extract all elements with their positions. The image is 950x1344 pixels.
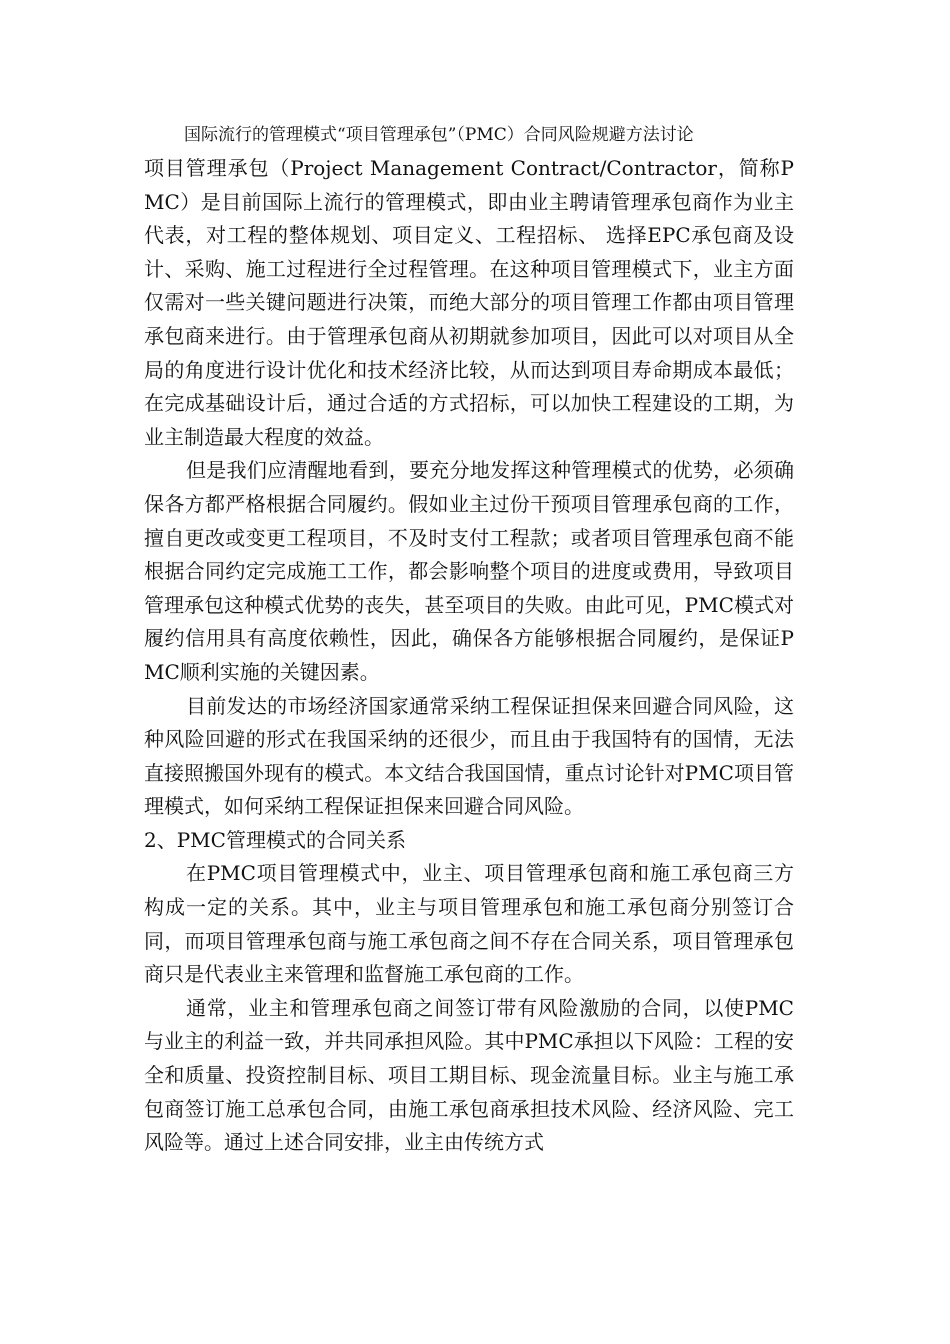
paragraph-intro: 项目管理承包（Project Management Contract/Contractor，简称PMC）是目前国际上流行的管理模式，即由业主聘请管理承包商作为业主代表，对工程的整体规划、项目定义、工程招标、 选择EPC承包商及设计、采购、施工过程进行全过程管理。在这种项目管理模式下，业主方面仅需对一些关键问题进行决策，而绝大部分的项目管理工作都由项目管理承包商来进行。由于管理承包商从初期就参加项目，因此可以对项目从全局的角度进行设计优化和技术经济比较，从而达到项目寿命期成本最低；在完成基础设计后，通过合适的方式招标，可以加快工程建设的工期，为业主制造最大程度的效益。 (144, 156, 794, 449)
paragraph-advantages: 但是我们应清醒地看到，要充分地发挥这种管理模式的优势，必须确保各方都严格根据合同履约。假如业主过份干预项目管理承包商的工作，擅自更改或变更工程项目，不及时支付工程款；或者项目管理承包商不能根据合同约定完成施工工作，都会影响整个项目的进度或费用，导致项目管理承包这种模式优势的丧失，甚至项目的失败。由此可见，PMC模式对履约信用具有高度依赖性，因此，确保各方能够根据合同履约，是保证PMC顺利实施的关键因素。 (144, 458, 794, 684)
paragraph-risk-contract: 通常，业主和管理承包商之间签订带有风险激励的合同，以使PMC与业主的利益一致，并共同承担风险。其中PMC承担以下风险：工程的安全和质量、投资控制目标、项目工期目标、现金流量目标。业主与施工承包商签订施工总承包合同，由施工承包商承担技术风险、经济风险、完工风险等。通过上述合同安排，业主由传统方式 (144, 995, 794, 1155)
document-title: 国际流行的管理模式“项目管理承包”（PMC）合同风险规避方法讨论 (184, 125, 694, 145)
document-page (144, 118, 794, 1160)
paragraph-relations: 在PMC项目管理模式中，业主、项目管理承包商和施工承包商三方构成一定的关系。其中，业主与项目管理承包和施工承包商分别签订合同，而项目管理承包商与施工承包商之间不存在合同关系，项目管理承包商只是代表业主来管理和监督施工承包商的工作。 (144, 861, 794, 987)
paragraph-guarantee: 目前发达的市场经济国家通常采纳工程保证担保来回避合同风险，这种风险回避的形式在我国采纳的还很少，而且由于我国特有的国情，无法直接照搬国外现有的模式。本文结合我国国情，重点讨论针对PMC项目管理模式，如何采纳工程保证担保来回避合同风险。 (144, 693, 794, 819)
section-heading: 2、PMC管理模式的合同关系 (144, 827, 406, 852)
